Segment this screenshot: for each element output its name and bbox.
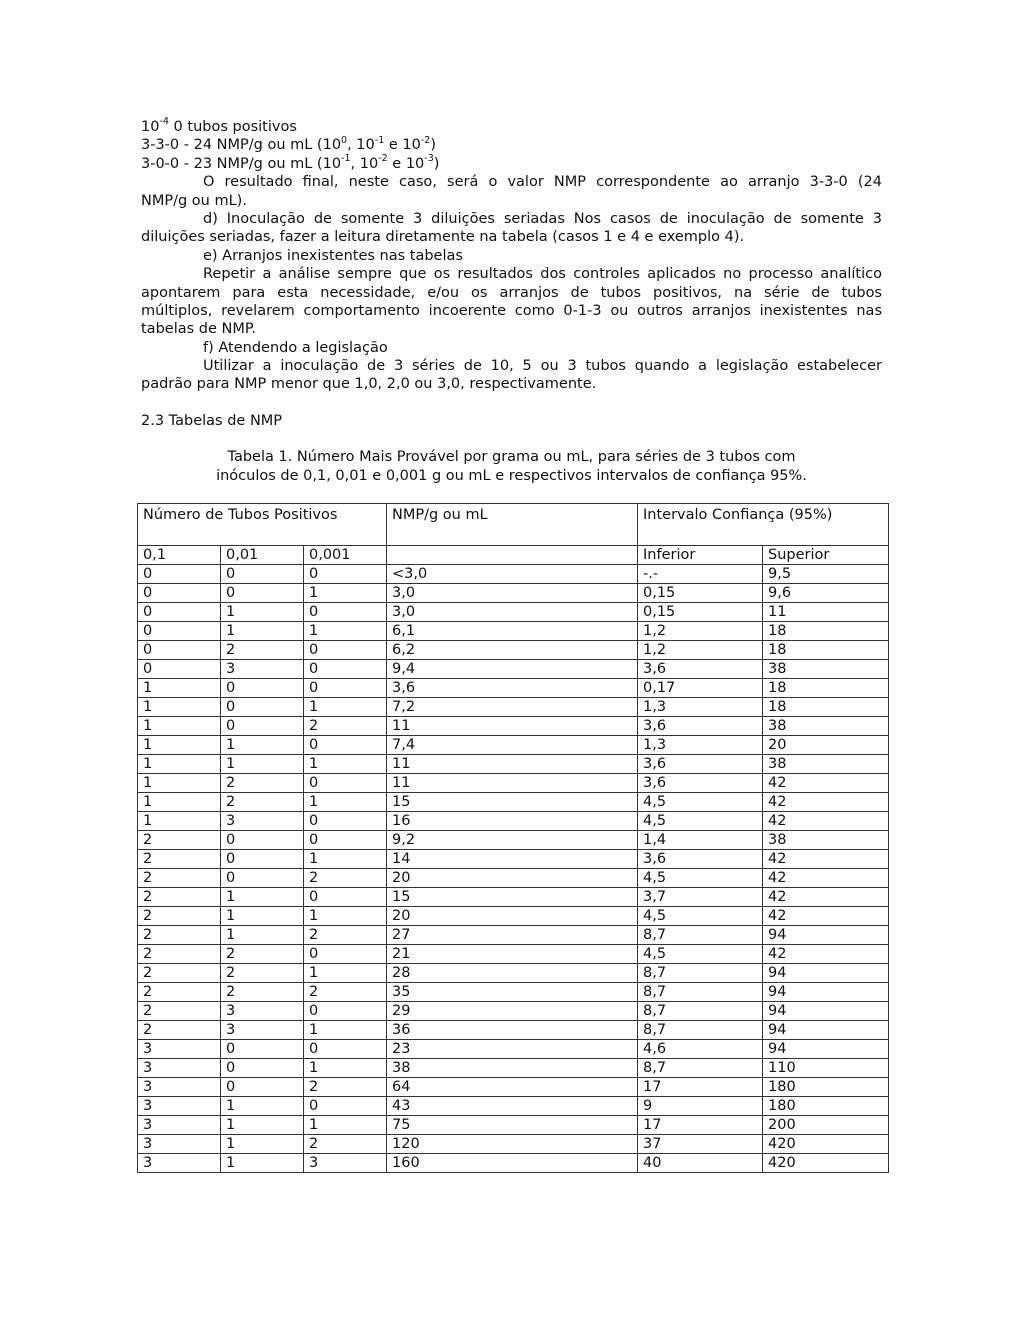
intro-line-1: $10^{-4}$ 0 tubos positivos [141,116,297,135]
table-cell: 42 [763,869,889,888]
table-cell: 3 [138,1059,221,1078]
table-cell: 75 [387,1116,638,1135]
table-cell: 29 [387,1002,638,1021]
table-cell: 11 [387,755,638,774]
table-row [138,907,889,926]
table-cell: 3,0 [387,584,638,603]
table-cell: 20 [763,736,889,755]
table-cell: 36 [387,1021,638,1040]
table-cell: 42 [763,907,889,926]
table-cell: 2 [138,1021,221,1040]
table-cell: 0 [304,679,387,698]
table-cell: 38 [763,755,889,774]
table-cell: 1,4 [638,831,763,850]
table-cell: 4,5 [638,907,763,926]
table-cell: 3 [221,812,304,831]
table-cell: 0 [221,831,304,850]
table-row [138,660,889,679]
table-cell: 0 [138,603,221,622]
table-cell: 420 [763,1135,889,1154]
table-cell: 9,6 [763,584,889,603]
item-d-line-1: d) Inoculação de somente 3 diluições seriadas Nos casos de inoculação de somente 3 [203,210,882,227]
table-cell: 38 [387,1059,638,1078]
table-cell: 2 [138,964,221,983]
table-cell: 2 [138,869,221,888]
table-cell: 2 [138,926,221,945]
table-row [138,1002,889,1021]
item-e-title: e) Arranjos inexistentes nas tabelas [203,247,463,264]
table-cell: 4,5 [638,945,763,964]
table-row [138,698,889,717]
table-cell: 0 [304,812,387,831]
subheader-cell: 0,01 [221,546,304,565]
table-cell: 0 [304,774,387,793]
section-title: 2.3 Tabelas de NMP [141,413,283,429]
header-nmp: NMP/g ou mL [387,504,638,546]
table-cell: 1 [304,1116,387,1135]
table-row [138,584,889,603]
table-cell: 3 [138,1097,221,1116]
table-cell: 42 [763,945,889,964]
item-d-line-2: diluições seriadas, fazer a leitura diretamente na tabela (casos 1 e 4 e exemplo 4). [141,229,745,246]
table-cell: 1 [221,1116,304,1135]
table-cell: 1,2 [638,622,763,641]
table-cell: 3 [138,1154,221,1173]
table-row [138,964,889,983]
table-cell: 21 [387,945,638,964]
subheader-cell: 0,001 [304,546,387,565]
table-cell: 8,7 [638,926,763,945]
table-cell: 2 [138,831,221,850]
table-cell: 37 [638,1135,763,1154]
table-cell: 200 [763,1116,889,1135]
table-cell: 0 [221,679,304,698]
table-cell: 14 [387,850,638,869]
table-row [138,1154,889,1173]
subheader-cell [387,546,638,565]
table-row [138,888,889,907]
table-cell: 1 [138,698,221,717]
table-cell: 3,7 [638,888,763,907]
table-row [138,736,889,755]
table-cell: 38 [763,831,889,850]
table-cell: 3 [221,660,304,679]
table-cell: 94 [763,1002,889,1021]
table-cell: 2 [221,774,304,793]
table-cell: 94 [763,1021,889,1040]
table-cell: 18 [763,641,889,660]
table-cell: 0 [138,641,221,660]
table-cell: 2 [221,641,304,660]
table-cell: 0 [304,660,387,679]
table-cell: 1 [304,964,387,983]
table-cell: 4,5 [638,793,763,812]
table-cell: 110 [763,1059,889,1078]
table-cell: 3 [138,1116,221,1135]
header-tubes: Número de Tubos Positivos [138,504,387,546]
table-row [138,622,889,641]
table-cell: 23 [387,1040,638,1059]
table-cell: 3 [138,1078,221,1097]
intro-text [141,118,882,394]
table-cell: 94 [763,926,889,945]
table-cell: 43 [387,1097,638,1116]
table-cell: 2 [138,907,221,926]
table-cell: 2 [138,850,221,869]
table-cell: 1 [138,755,221,774]
table-cell: 2 [138,1002,221,1021]
table-cell: 2 [221,793,304,812]
table-row [138,831,889,850]
table-cell: 0 [221,869,304,888]
table-cell: 0,15 [638,584,763,603]
table-cell: 3 [221,1021,304,1040]
table-row [138,793,889,812]
table-cell: 8,7 [638,1002,763,1021]
table-cell: 0 [221,584,304,603]
table-cell: 35 [387,983,638,1002]
table-cell: 18 [763,622,889,641]
table-cell: -.- [638,565,763,584]
table-cell: 4,5 [638,812,763,831]
table-cell: 0 [138,565,221,584]
table-cell: 0 [304,888,387,907]
table-cell: 1 [138,812,221,831]
table-cell: 11 [387,717,638,736]
table-cell: 1 [138,717,221,736]
table-cell: 160 [387,1154,638,1173]
intro-line-2: 3-3-0 - 24 NMP/g ou mL ($10^0$, $10^{-1}$ e $10^{-2}$) [141,134,436,154]
item-e-line-1: Repetir a análise sempre que os resultados dos controles aplicados no processo analítico [203,266,882,283]
table-cell: 3,6 [638,660,763,679]
caption-line-1: Tabela 1. Número Mais Provável por grama ou mL, para séries de 3 tubos com [227,449,796,465]
table-cell: 8,7 [638,964,763,983]
table-cell: 11 [387,774,638,793]
table-cell: 1 [221,888,304,907]
table-cell: 1 [138,679,221,698]
table-cell: 1,3 [638,736,763,755]
table-cell: 4,6 [638,1040,763,1059]
nmp-table [137,503,889,1173]
table-row [138,1116,889,1135]
table-cell: 42 [763,888,889,907]
table-row [138,717,889,736]
table-cell: 16 [387,812,638,831]
table-cell: 6,1 [387,622,638,641]
table-cell: 0 [221,698,304,717]
table-cell: 0 [138,584,221,603]
table-cell: 38 [763,660,889,679]
table-cell: 0,17 [638,679,763,698]
table-cell: 1,2 [638,641,763,660]
table-cell: 17 [638,1078,763,1097]
table-row [138,869,889,888]
table-subheader-row [138,546,889,565]
table-cell: 2 [304,983,387,1002]
table-cell: 1 [304,907,387,926]
table-cell: 2 [304,1078,387,1097]
table-cell: 2 [221,945,304,964]
table-cell: 3,0 [387,603,638,622]
table-cell: 94 [763,1040,889,1059]
table-cell: 0 [304,1002,387,1021]
table-cell: 7,4 [387,736,638,755]
table-cell: 1 [221,1135,304,1154]
table-cell: 20 [387,907,638,926]
table-cell: 2 [138,888,221,907]
table-cell: 94 [763,983,889,1002]
table-cell: 2 [138,945,221,964]
table-cell: 9,5 [763,565,889,584]
table-cell: 2 [304,1135,387,1154]
table-cell: 18 [763,679,889,698]
table-cell: 3,6 [638,755,763,774]
table-cell: 1 [221,622,304,641]
table-row [138,565,889,584]
table-cell: 2 [221,964,304,983]
table-cell: 6,2 [387,641,638,660]
table-row [138,850,889,869]
table-row [138,1040,889,1059]
table-row [138,1021,889,1040]
item-f-line-1: Utilizar a inoculação de 3 séries de 10, 5 ou 3 tubos quando a legislação estabelecer [203,358,882,375]
table-cell: 0 [304,603,387,622]
table-cell: 0 [304,736,387,755]
table-row [138,679,889,698]
table-cell: 2 [221,983,304,1002]
table-cell: 3 [221,1002,304,1021]
section-heading-block [141,412,882,430]
table-cell: 8,7 [638,1059,763,1078]
table-cell: 3 [138,1135,221,1154]
table-cell: 0 [304,565,387,584]
table-cell: 3,6 [387,679,638,698]
table-cell: 17 [638,1116,763,1135]
table-row [138,603,889,622]
table-cell: 3,6 [638,850,763,869]
table-cell: 42 [763,812,889,831]
result-line-1: O resultado final, neste caso, será o valor NMP correspondente ao arranjo 3-3-0 (24 [203,174,882,191]
table-cell: 1 [304,698,387,717]
table-cell: 20 [387,869,638,888]
item-e-line-4: tabelas de NMP. [141,321,256,338]
table-cell: 1 [221,755,304,774]
table-cell: 1 [304,622,387,641]
table-cell: 0 [138,660,221,679]
table-cell: 15 [387,793,638,812]
item-f-title: f) Atendendo a legislação [203,339,388,356]
table-cell: 9,4 [387,660,638,679]
table-cell: 0 [304,945,387,964]
table-cell: 7,2 [387,698,638,717]
table-cell: 0 [304,831,387,850]
table-cell: 9,2 [387,831,638,850]
table-cell: 1,3 [638,698,763,717]
table-cell: 42 [763,774,889,793]
table-cell: 1 [138,793,221,812]
table-cell: 0 [304,641,387,660]
table-cell: 0 [221,717,304,736]
table-cell: 1 [304,793,387,812]
subheader-cell: Superior [763,546,889,565]
table-row [138,1135,889,1154]
table-cell: 4,5 [638,869,763,888]
result-line-2: NMP/g ou mL). [141,192,247,209]
table-row [138,641,889,660]
table-cell: 1 [304,1059,387,1078]
table-cell: 2 [138,983,221,1002]
table-cell: 420 [763,1154,889,1173]
table-cell: 1 [138,736,221,755]
table-cell: 3 [304,1154,387,1173]
table-row [138,983,889,1002]
table-cell: 40 [638,1154,763,1173]
table-row [138,1059,889,1078]
table-row [138,812,889,831]
table-cell: 3 [138,1040,221,1059]
table-cell: 2 [304,717,387,736]
table-row [138,945,889,964]
table-cell: 3,6 [638,717,763,736]
table-cell: 1 [221,1097,304,1116]
table-cell: 1 [304,755,387,774]
table-cell: 1 [221,736,304,755]
table-cell: 0 [221,565,304,584]
intro-line-3: 3-0-0 - 23 NMP/g ou mL ($10^{-1}$, $10^{-2}$ e $10^{-3}$) [141,152,440,172]
header-interval: Intervalo Confiança (95%) [638,504,889,546]
table-cell: 27 [387,926,638,945]
table-cell: 0 [304,1040,387,1059]
table-row [138,755,889,774]
table-cell: 0,15 [638,603,763,622]
table-cell: 1 [304,584,387,603]
table-cell: 15 [387,888,638,907]
table-cell: 11 [763,603,889,622]
table-cell: 18 [763,698,889,717]
table-header-row [138,504,889,546]
table-row [138,1078,889,1097]
table-row [138,1097,889,1116]
table-cell: 9 [638,1097,763,1116]
table-cell: 2 [304,926,387,945]
table-cell: 42 [763,793,889,812]
table-caption [141,448,882,486]
table-cell: 8,7 [638,1021,763,1040]
subheader-cell: 0,1 [138,546,221,565]
table-cell: 94 [763,964,889,983]
table-cell: 1 [221,603,304,622]
table-cell: 38 [763,717,889,736]
table-cell: 2 [304,869,387,888]
table-cell: 1 [221,926,304,945]
caption-line-2: inóculos de 0,1, 0,01 e 0,001 g ou mL e respectivos intervalos de confiança 95%. [216,468,807,484]
table-cell: 1 [221,907,304,926]
table-cell: 3,6 [638,774,763,793]
table-cell: 28 [387,964,638,983]
table-cell: 8,7 [638,983,763,1002]
table-cell: 0 [221,1078,304,1097]
table-cell: 1 [304,850,387,869]
table-cell: 0 [304,1097,387,1116]
table-cell: 42 [763,850,889,869]
table-cell: 180 [763,1097,889,1116]
table-cell: 0 [221,1040,304,1059]
table-cell: 1 [221,1154,304,1173]
table-cell: 120 [387,1135,638,1154]
table-cell: <3,0 [387,565,638,584]
table-cell: 1 [304,1021,387,1040]
table-row [138,774,889,793]
table-row [138,926,889,945]
table-cell: 0 [138,622,221,641]
table-cell: 1 [138,774,221,793]
item-e-line-3: múltiplos, revelarem comportamento incoerente como 0-1-3 ou outros arranjos inexistentes nas [141,302,882,319]
table-cell: 0 [221,1059,304,1078]
table-cell: 180 [763,1078,889,1097]
item-f-line-2: padrão para NMP menor que 1,0, 2,0 ou 3,0, respectivamente. [141,376,597,393]
table-cell: 64 [387,1078,638,1097]
table-cell: 0 [221,850,304,869]
item-e-line-2: apontarem para esta necessidade, e/ou os arranjos de tubos positivos, na série de tubos [141,284,882,301]
subheader-cell: Inferior [638,546,763,565]
